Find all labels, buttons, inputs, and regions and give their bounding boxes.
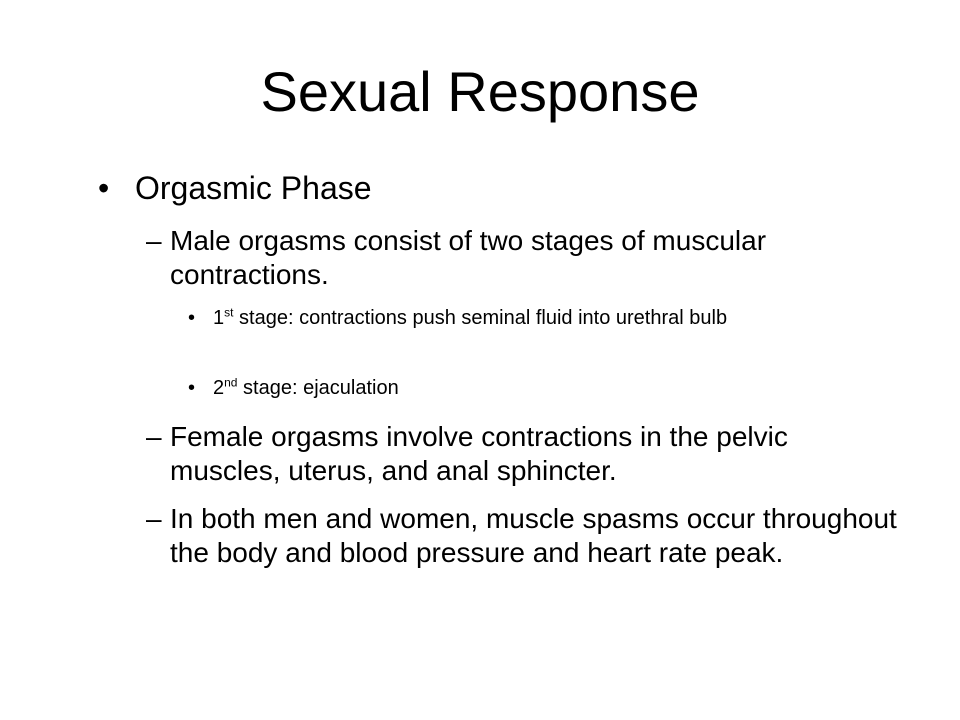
- slide-title: Sexual Response: [260, 60, 700, 123]
- stage-description: stage: ejaculation: [237, 377, 399, 399]
- bullet-marker: •: [188, 377, 196, 399]
- bullet-marker: •: [98, 170, 110, 206]
- dash-marker: –: [146, 225, 162, 256]
- ordinal-suffix: nd: [224, 375, 238, 390]
- sub-bullet-both-sexes: [146, 502, 906, 570]
- dash-marker: –: [146, 503, 162, 534]
- stage-number: 2: [213, 377, 225, 399]
- sub-sub-bullet-text: [213, 376, 848, 400]
- sub-sub-bullet-second-stage: [188, 376, 848, 400]
- sub-bullet-text: Female orgasms involve contractions in the pelvic muscles, uterus, and anal sphincter.: [170, 421, 788, 486]
- sub-sub-bullet-text: [213, 306, 848, 330]
- dash-marker: –: [146, 421, 162, 452]
- stage-number: 1: [213, 307, 225, 329]
- bullet-marker: •: [188, 307, 196, 329]
- bullet-orgasmic-phase: [98, 168, 898, 208]
- sub-bullet-male-orgasms: [146, 224, 906, 292]
- bullet-text: Orgasmic Phase: [135, 170, 372, 206]
- sub-bullet-text: Male orgasms consist of two stages of muscular contractions.: [170, 225, 767, 290]
- sub-bullet-text: In both men and women, muscle spasms occur throughout the body and blood pressure and heart rate peak.: [170, 503, 897, 568]
- sub-bullet-female-orgasms: [146, 420, 906, 488]
- stage-description: stage: contractions push seminal fluid into urethral bulb: [233, 307, 728, 329]
- ordinal-suffix: st: [224, 305, 234, 320]
- sub-sub-bullet-first-stage: [188, 306, 848, 330]
